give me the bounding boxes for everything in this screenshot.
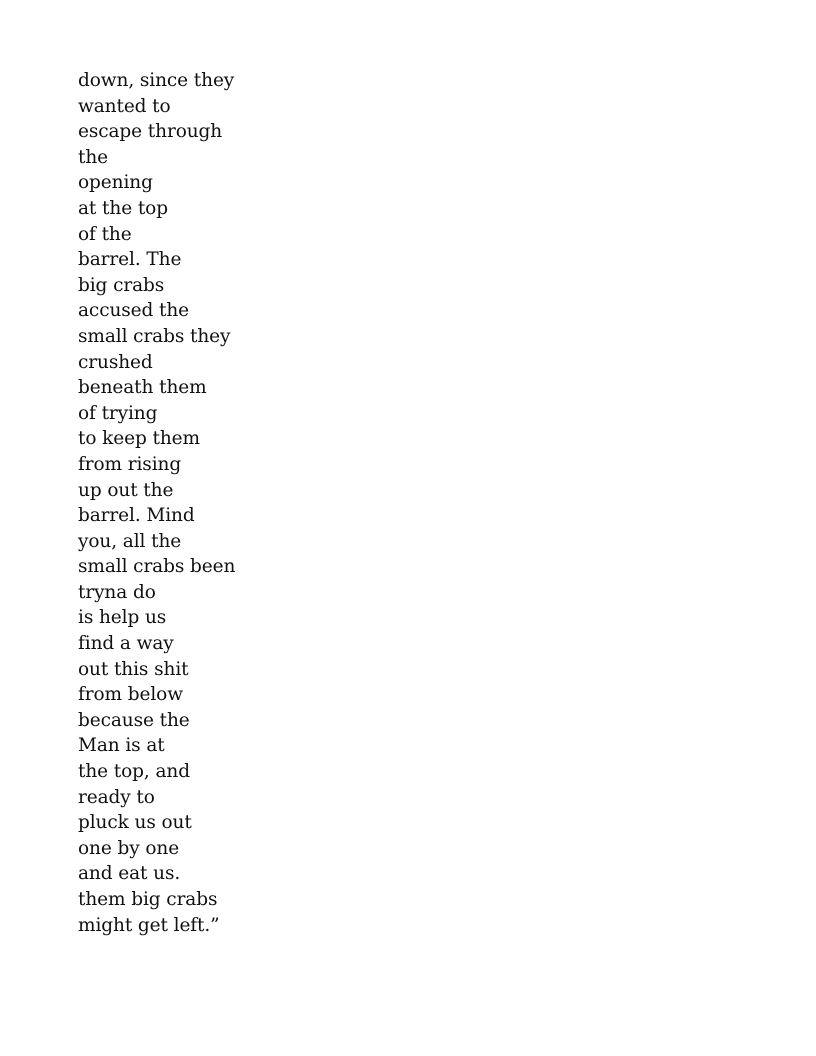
poem-line: crushed bbox=[78, 351, 153, 373]
poem-line: is help us bbox=[78, 607, 167, 629]
poem-line: beneath them bbox=[78, 377, 207, 399]
poem-line: of trying bbox=[78, 402, 158, 424]
poem-line: at the top bbox=[78, 197, 168, 219]
poem-line: of the bbox=[78, 223, 132, 245]
poem-line: small crabs they bbox=[78, 325, 231, 347]
poem-line: down, since they bbox=[78, 70, 235, 91]
poem-line: one by one bbox=[78, 837, 180, 859]
poem-line: big crabs bbox=[78, 274, 165, 296]
poem-line: ready to bbox=[78, 786, 155, 808]
poem-line: find a way bbox=[78, 633, 174, 655]
poem-line: the top, and bbox=[78, 761, 190, 783]
poem-line: accused the bbox=[78, 300, 190, 322]
poem-line: tryna do bbox=[78, 581, 156, 603]
poem-line: because the bbox=[78, 709, 190, 731]
poem-line: might get left.” bbox=[78, 914, 220, 936]
poem-line: opening bbox=[78, 172, 153, 194]
poem-text-block bbox=[78, 68, 378, 938]
poem-line: escape through bbox=[78, 121, 223, 143]
poem-line: barrel. Mind bbox=[78, 505, 195, 527]
poem-line: barrel. The bbox=[78, 249, 182, 271]
poem-line: from rising bbox=[78, 453, 182, 475]
poem-line: out this shit bbox=[78, 658, 189, 680]
poem-line: wanted to bbox=[78, 95, 171, 117]
poem-line: up out the bbox=[78, 479, 174, 501]
poem-line: to keep them bbox=[78, 428, 200, 450]
poem-line: pluck us out bbox=[78, 812, 192, 834]
poem-line: small crabs been bbox=[78, 556, 236, 578]
poem-line: them big crabs bbox=[78, 889, 218, 910]
poem-line: and eat us. bbox=[78, 863, 181, 885]
poem-line: you, all the bbox=[78, 530, 182, 552]
poem-line: the bbox=[78, 146, 108, 168]
poem-line: Man is at bbox=[78, 735, 165, 757]
poem-line: from below bbox=[78, 684, 183, 706]
